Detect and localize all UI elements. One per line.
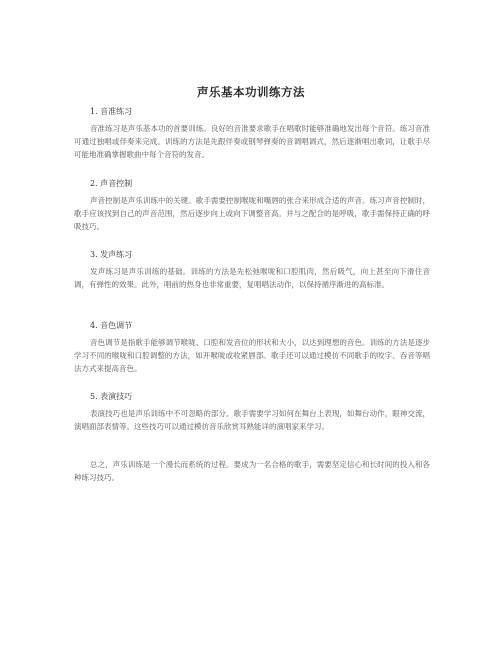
section-paragraph: 音准练习是声乐基本功的首要训练。良好的音准要求歌手在唱歌时能够准确地发出每个音符。练习音准可通过独唱或伴奏来完成。训练的方法是先跟伴奏或钢琴弹奏的音调唱调式，然后逐渐唱出歌词，让歌手尽可能地准确掌握歌曲中每个音符的发音。 [74,124,430,159]
section-heading: 3. 发声练习 [90,250,133,259]
conclusion-paragraph: 总之，声乐训练是一个漫长而系统的过程。要成为一名合格的歌手，需要坚定信心和长时间的投入和各种练习技巧。 [74,460,430,482]
section-paragraph: 表演技巧也是声乐训练中不可忽略的部分。歌手需要学习如何在舞台上表现，如舞台动作，眼神交流，演唱面部表情等。这些技巧可以通过模仿音乐欣赏耳熟能详的演唱家来学习。 [74,409,430,431]
section-paragraph: 发声练习是声乐训练的基础。训练的方法是先松弛喉咙和口腔肌肉，然后吸气，向上甚至向下滑住音调，有弹性的效果。此外，唱前的热身也非常重要，复唱唱法动作，以保持循序渐进的高标准。 [74,267,430,289]
section-heading: 4. 音色调节 [90,321,133,330]
page-title: 声乐基本功训练方法 [197,85,305,99]
section-paragraph: 音色调节是指歌手能够调节喉咙、口腔和发音位的形状和大小，以达到理想的音色。训练的方法是逐步学习不同的喉咙和口腔调整的方法，如开喉咙或收紧唇部。歌手还可以通过模仿不同歌手的咬字、吞音等唱法方式来提高音色。 [74,338,430,373]
section-heading: 5. 表演技巧 [90,392,133,401]
section-heading: 1. 音准练习 [90,107,133,116]
section-paragraph: 声音控制是声乐训练中的关键。歌手需要控制喉咙和嘴唇的张合来形成合适的声音。练习声音控制时，歌手应该找到自己的声音范围，然后逐步向上或向下调整音高。并与之配合的是呼吸，歌手需保持正确的呼吸技巧。 [74,196,430,231]
section-heading: 2. 声音控制 [90,179,133,188]
